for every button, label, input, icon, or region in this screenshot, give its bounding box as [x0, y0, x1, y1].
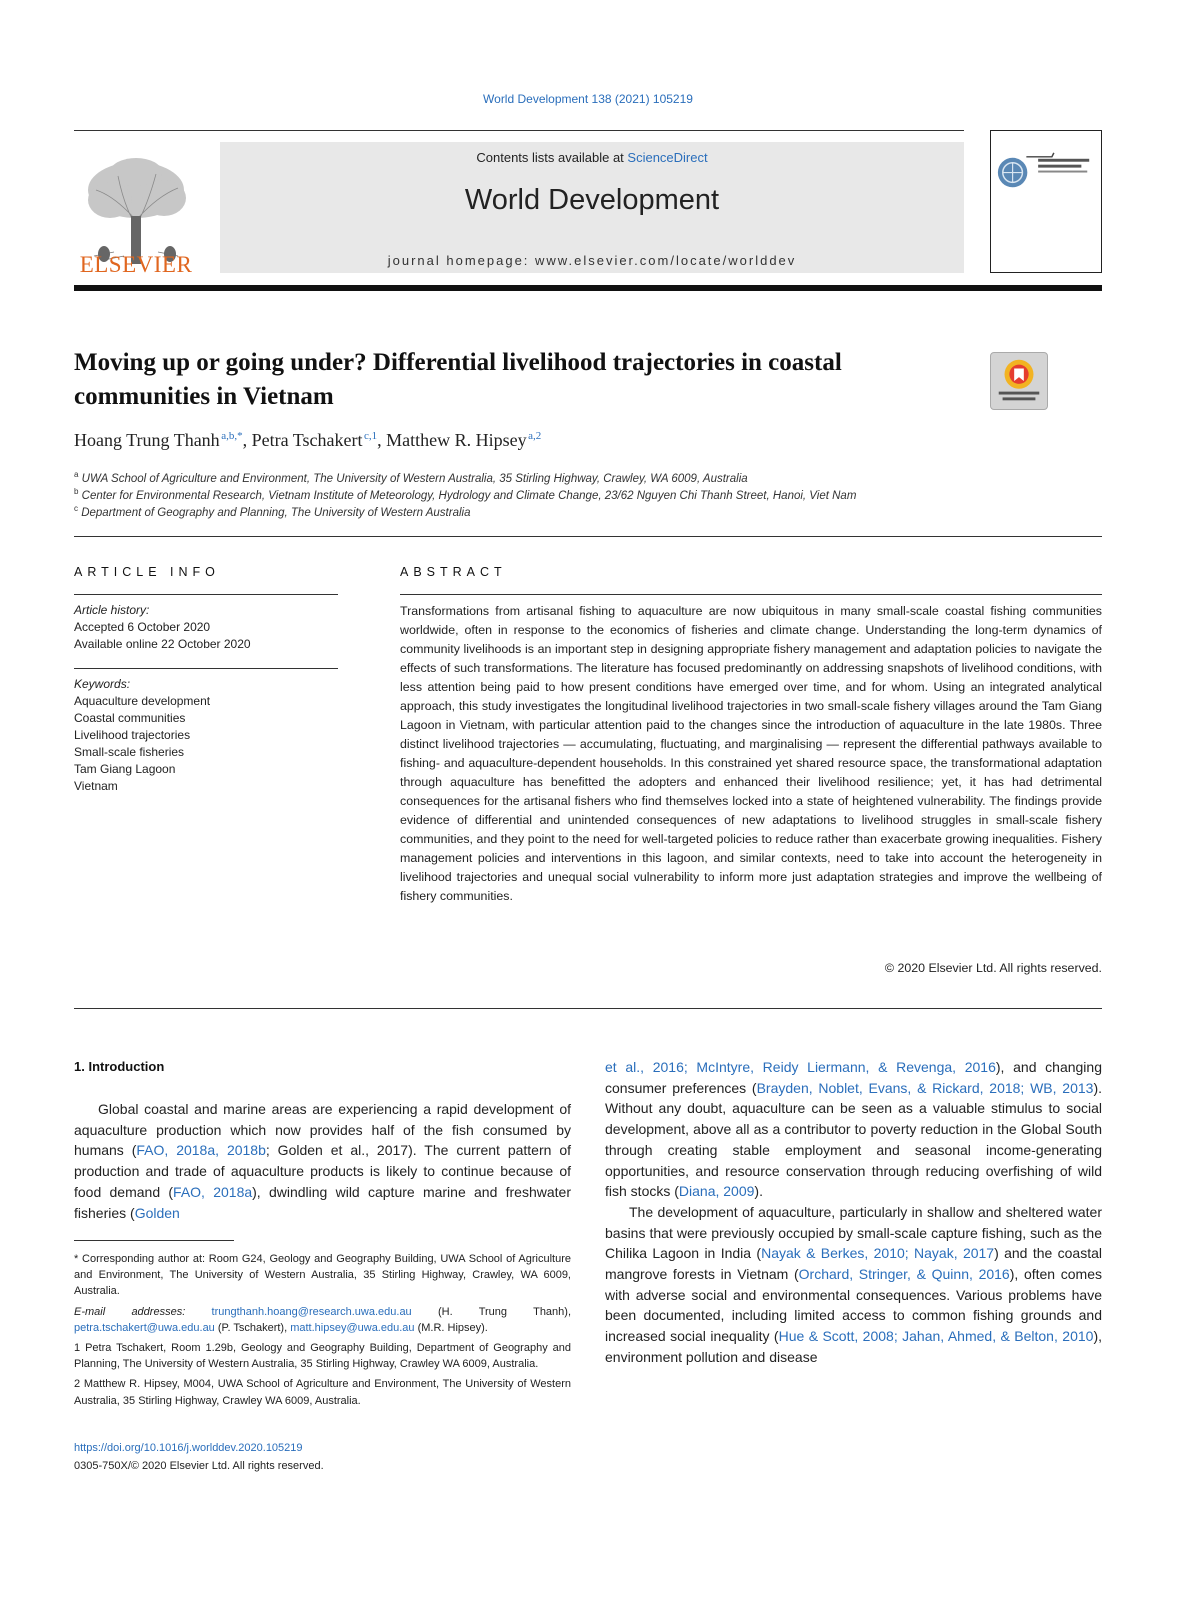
- author-marks[interactable]: c,1: [363, 430, 378, 442]
- email-link[interactable]: matt.hipsey@uwa.edu.au: [290, 1321, 415, 1334]
- intro-paragraph: [605, 1057, 1102, 1202]
- introduction-heading: 1. Introduction: [74, 1059, 165, 1074]
- citation-link[interactable]: FAO, 2018a: [173, 1183, 253, 1200]
- intro-right-column: [605, 1057, 1102, 1368]
- journal-homepage-line: [220, 253, 964, 268]
- body-text: Global coastal and marine areas are experiencing a rapid development of aquaculture production which now provides half of the fish consumed by humans (: [74, 1101, 571, 1159]
- keyword: Livelihood trajectories: [74, 728, 191, 742]
- keyword: Coastal communities: [74, 711, 186, 725]
- footnotes: [74, 1251, 571, 1413]
- abstract-text: Transformations from artisanal fishing to aquaculture are now ubiquitous in many small-scale coastal fishing communities worldwide, often in response to the economics of fisheries and climate change. Understanding the long-term dynamics of community livelihoods is an important step in designing appropriate fishery management and adaptation policies to navigate the effects of such transformations. The literature has focused predominantly on addressing snapshots of livelihood conditions, with less attention being paid to how present conditions have emerged over time, and for whom. Using an integrated analytical approach, this study investigates the longitudinal livelihood trajectories in two small-scale fishery villages around the Tam Giang Lagoon in Vietnam, with particular attention paid to the changes since the introduction of aquaculture in the late 1980s. Three distinct livelihood trajectories — accumulating, fluctuating, and marginalising — represent the differential pathways available to fishing- and aquaculture-dependent households. In this constrained yet shared resource space, the transformational adaptation through aquaculture has benefitted the adopters and enhanced their livelihood resilience; yet, it has had detrimental consequences for the artisanal fishers who find themselves locked into a state of heightened vulnerability. The findings provide evidence of differential and unintended consequences of new adaptations to livelihood struggles in small-scale fishery communities, and they point to the need for well-targeted policies to reduce rather than exacerbate growing inequalities. Fishery management policies and interventions in this lagoon, and similar contexts, need to take into account the heterogeneity in livelihood trajectories and unequal social vulnerability to inform more just adaptation strategies and improve the wellbeing of fishery communities.: [400, 604, 1102, 903]
- article-info-rule: [74, 594, 338, 595]
- author-list: Hoang Trung Thanh $^{a,b,*}$, Petra Tschakert $^{c,1}$, Matthew R. Hipsey $^{a,2}$: [74, 430, 542, 450]
- citation-link[interactable]: FAO, 2018a, 2018b: [136, 1142, 266, 1159]
- corresponding-author-note: * Corresponding author at: Room G24, Geology and Geography Building, UWA School of Agriculture and Environment, The University of Western Australia, 35 Stirling Highway, Crawley, WA 6009, Australia.: [74, 1253, 571, 1298]
- body-text: ), dwindling wild capture marine and freshwater fisheries (: [74, 1183, 571, 1221]
- affiliation-text: Department of Geography and Planning, The University of Western Australia: [81, 506, 471, 519]
- footnote-2: 2 Matthew R. Hipsey, M004, UWA School of Agriculture and Environment, The University of Western Australia, 35 Stirling Highway, Crawley WA 6009, Australia.: [74, 1378, 571, 1407]
- article-title: Moving up or going under? Differential livelihood trajectories in coastal communities in Vietnam: [74, 349, 842, 410]
- body-text: ), environment pollution and disease: [605, 1328, 1102, 1365]
- affiliation-text: UWA School of Agriculture and Environment, The University of Western Australia, 35 Stirling Highway, Crawley, WA 6009, Australia: [81, 472, 748, 485]
- abstract-copyright: © 2020 Elsevier Ltd. All rights reserved.: [884, 961, 1102, 975]
- keywords: [74, 676, 338, 795]
- author-name[interactable]: Matthew R. Hipsey: [386, 430, 527, 450]
- author-name[interactable]: Hoang Trung Thanh: [74, 430, 220, 450]
- journal-cover-thumbnail[interactable]: [990, 130, 1102, 273]
- footnote-rule: [74, 1240, 234, 1241]
- accepted-date: Accepted 6 October 2020: [74, 620, 211, 634]
- sciencedirect-link[interactable]: ScienceDirect: [627, 150, 708, 165]
- body-text: ) and the coastal mangrove forests in Vietnam (: [605, 1245, 1102, 1283]
- keyword: Tam Giang Lagoon: [74, 762, 176, 776]
- email-owner: (P. Tschakert),: [214, 1321, 291, 1334]
- abstract-heading: ABSTRACT: [400, 565, 507, 579]
- citation-link[interactable]: Hue & Scott, 2008; Jahan, Ahmed, & Belton, 2010: [778, 1328, 1094, 1345]
- journal-homepage-link[interactable]: www.elsevier.com/locate/worlddev: [535, 253, 797, 268]
- issn-copyright: 0305-750X/© 2020 Elsevier Ltd. All rights reserved.: [74, 1460, 324, 1472]
- article-history: [74, 602, 338, 653]
- citation-link[interactable]: Brayden, Noblet, Evans, & Rickard, 2018; WB, 2013: [756, 1079, 1094, 1096]
- citation-link[interactable]: Diana, 2009: [678, 1183, 755, 1200]
- keyword: Vietnam: [74, 779, 118, 793]
- contents-prefix: Contents lists available at: [476, 150, 628, 165]
- affiliation: [74, 487, 1102, 502]
- affiliation-mark: b: [74, 487, 79, 496]
- email-label: E-mail addresses:: [74, 1305, 212, 1318]
- keyword: Small-scale fisheries: [74, 745, 185, 759]
- body-text: ; Golden et al., 2017). The current pattern of production and trade of aquaculture products is likely to continue because of food demand (: [74, 1142, 571, 1200]
- keywords-rule: [74, 668, 338, 669]
- doi-link[interactable]: https://doi.org/10.1016/j.worlddev.2020.105219: [74, 1442, 303, 1454]
- affiliation-mark: a: [74, 470, 79, 479]
- email-addresses: [74, 1304, 571, 1336]
- running-head[interactable]: World Development 138 (2021) 105219: [483, 92, 693, 106]
- contents-line: [220, 150, 964, 165]
- email-owner: (H. Trung Thanh),: [411, 1305, 572, 1318]
- masthead-top-rule: [74, 130, 964, 131]
- body-text: ).: [754, 1183, 763, 1200]
- body-text: The development of aquaculture, particularly in shallow and sheltered water basins that were previously occupied by small-scale capture fishing, such as the Chilika Lagoon in India (: [605, 1203, 1102, 1262]
- body-text: ), often comes with adverse social and environmental consequences. Various problems have been documented, including limited access to common fishing grounds and increased social inequality (: [605, 1266, 1103, 1345]
- masthead-bottom-rule: [74, 285, 1102, 291]
- author-marks[interactable]: a,2: [528, 430, 542, 442]
- journal-banner: [220, 142, 964, 273]
- homepage-prefix: journal homepage:: [387, 253, 536, 268]
- body-text: ), and changing consumer preferences (: [605, 1059, 1102, 1096]
- affiliation: [74, 470, 1102, 485]
- abstract-bottom-divider: [74, 1008, 1102, 1009]
- affiliation: [74, 504, 1102, 519]
- citation-link[interactable]: Golden: [134, 1204, 180, 1221]
- intro-paragraph: [605, 1202, 1102, 1368]
- email-link[interactable]: trungthanh.hoang@research.uwa.edu.au: [211, 1305, 412, 1318]
- journal-title: World Development: [464, 184, 720, 216]
- available-online-date: Available online 22 October 2020: [74, 637, 251, 651]
- affiliation-mark: c: [74, 504, 78, 513]
- citation-link[interactable]: Orchard, Stringer, & Quinn, 2016: [798, 1266, 1010, 1283]
- header-divider: [74, 536, 1102, 537]
- citation-link[interactable]: et al., 2016; McIntyre, Reidy Liermann, & Revenga, 2016: [605, 1059, 996, 1075]
- keywords-label: Keywords:: [74, 677, 131, 691]
- body-text: ). Without any doubt, aquaculture can be seen as a valuable stimulus to social development, above all as a contributor to poverty reduction in the Global South through creating stable employment and seasonal income-generating opportunities, and resource conservation through reducing overfishing of wild fish stocks (: [605, 1079, 1102, 1200]
- article-info-heading: ARTICLE INFO: [74, 565, 220, 579]
- author-marks[interactable]: a,b,*: [221, 430, 243, 442]
- email-link[interactable]: petra.tschakert@uwa.edu.au: [74, 1321, 215, 1334]
- elsevier-wordmark: ELSEVIER: [79, 252, 193, 277]
- history-label: Article history:: [74, 603, 150, 617]
- email-owner: (M.R. Hipsey).: [414, 1321, 488, 1334]
- author-name[interactable]: Petra Tschakert: [251, 430, 363, 450]
- citation-link[interactable]: Nayak & Berkes, 2010; Nayak, 2017: [761, 1245, 995, 1262]
- footnote-1: 1 Petra Tschakert, Room 1.29b, Geology and Geography Building, Department of Geography and Planning, The University of Western Australia, 35 Stirling Highway, Crawley WA 6009, Australia.: [74, 1342, 571, 1371]
- keyword: Aquaculture development: [74, 694, 211, 708]
- affiliation-text: Center for Environmental Research, Vietnam Institute of Meteorology, Hydrology and Climate Change, 23/62 Nguyen Chi Thanh Street, Hanoi, Viet Nam: [81, 489, 857, 502]
- intro-paragraph: [74, 1099, 571, 1223]
- check-for-updates-icon[interactable]: [990, 352, 1048, 410]
- abstract-rule: [400, 594, 1102, 595]
